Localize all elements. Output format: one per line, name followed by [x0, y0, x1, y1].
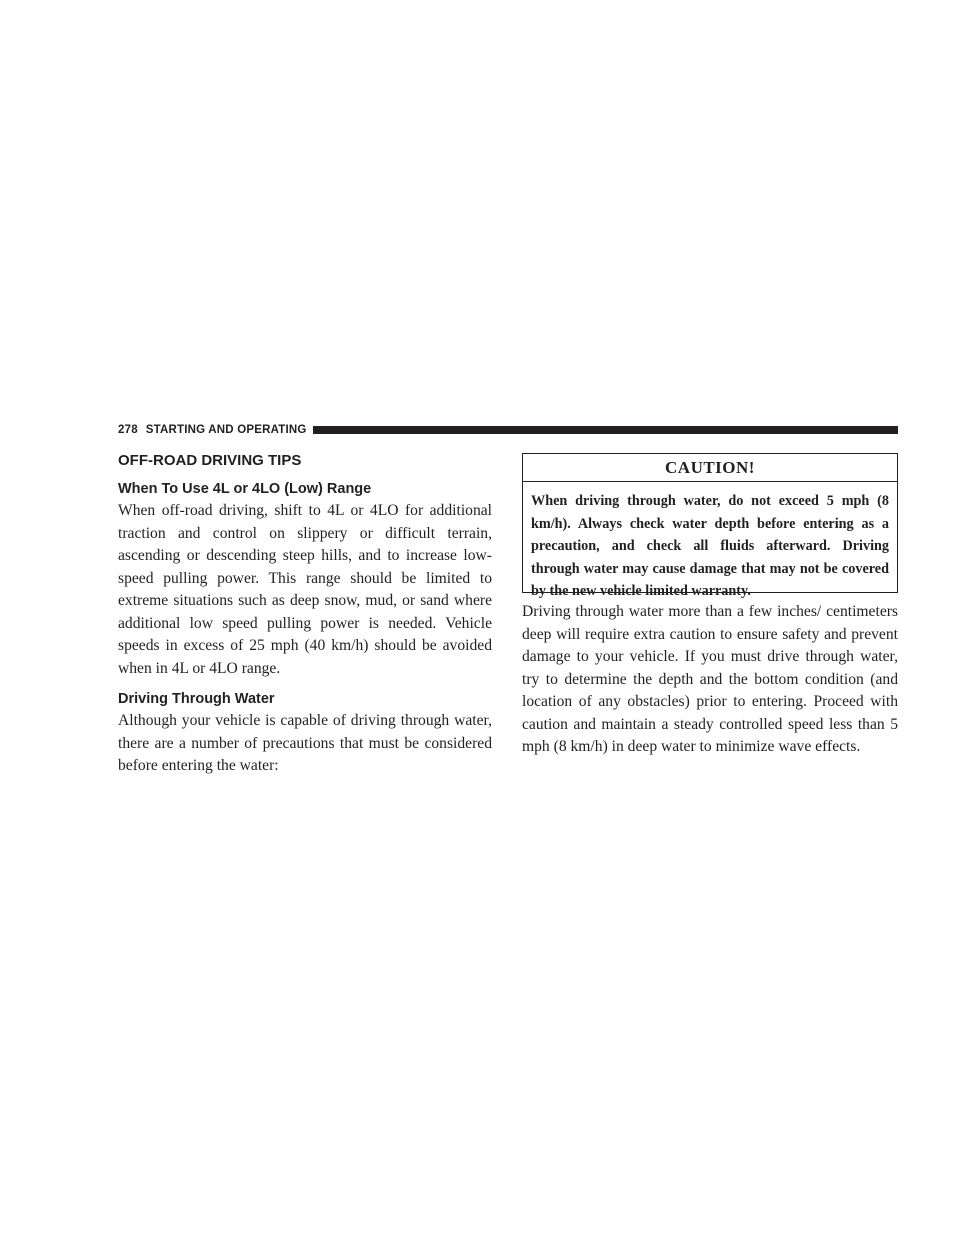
paragraph-water-intro: Although your vehicle is capable of driving through water, there are a number of precautions that must be considered before entering the water: [118, 712, 492, 774]
subsection-heading-water: Driving Through Water [118, 691, 275, 707]
paragraph-water-depth: Driving through water more than a few inches/ centimeters deep will require extra caution to ensure safety and prevent damage to your vehicle. If you must drive through water, try to determine the depth and the bottom condition (and location of any obstacles) prior to entering. Proceed with caution and maintain a steady controlled speed less than 5 mph (8 km/h) in deep water to minimize wave effects. [522, 603, 898, 755]
paragraph-low-range: When off-road driving, shift to 4L or 4LO for additional traction and control on slippery or difficult terrain, ascending or descending steep hills, and to increase low-speed pulling power. This range should be limited to extreme situations such as deep snow, mud, or sand where additional low speed pulling power is needed. Vehicle speeds in excess of 25 mph (40 km/h) should be avoided when in 4L or 4LO range. [118, 502, 492, 677]
subsection-heading-low-range: When To Use 4L or 4LO (Low) Range [118, 481, 372, 497]
caution-box [522, 453, 898, 599]
caution-title: CAUTION! [523, 454, 897, 482]
header-rule [313, 426, 898, 434]
caution-text: When driving through water, do not exceed 5 mph (8 km/h). Always check water depth before entering as a precaution, and check all fluids afterward. Driving through water may cause damage that may not be covered by the new vehicle limited warranty. [531, 493, 889, 599]
left-column [118, 452, 492, 778]
page-number: 278 [118, 424, 138, 436]
right-column [522, 453, 898, 759]
section-title: STARTING AND OPERATING [145, 424, 307, 436]
page-title: OFF-ROAD DRIVING TIPS [118, 452, 302, 469]
page-header [118, 423, 898, 437]
